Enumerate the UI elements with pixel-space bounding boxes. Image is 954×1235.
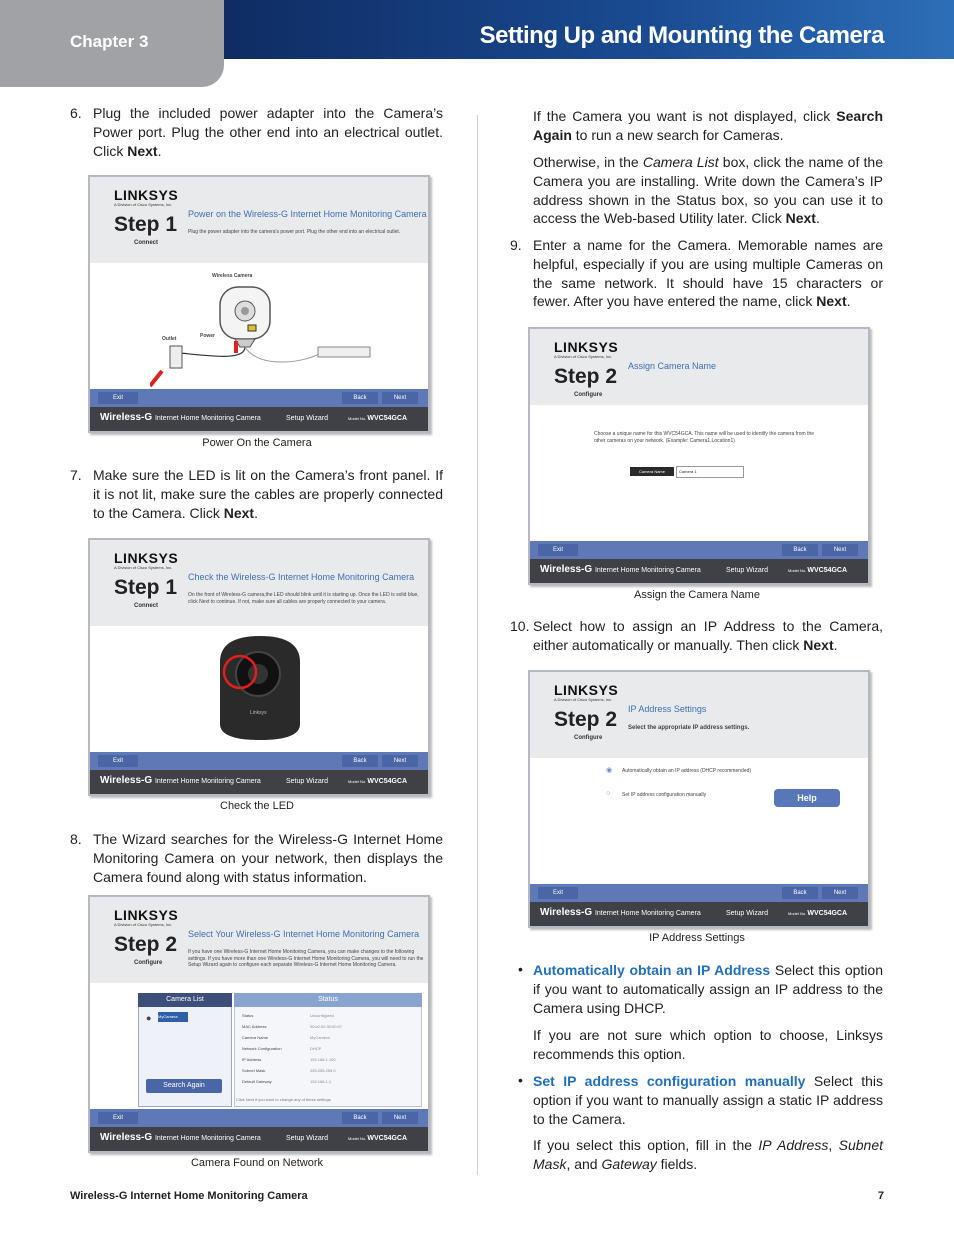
chapter-tab xyxy=(0,0,224,87)
status-label: Camera Name xyxy=(242,1035,269,1040)
linksys-logo: LINKSYS xyxy=(554,682,619,698)
search-again-button[interactable]: Search Again xyxy=(146,1079,222,1093)
bullet-auto-ip-note: If you are not sure which option to choose, Linksys recommends this option. xyxy=(533,1027,883,1062)
camera-connection-illustration xyxy=(150,281,380,391)
status-label: MAC Address xyxy=(242,1024,267,1029)
screenshot-ip-settings: LINKSYS A Division of Cisco Systems, Inc. Step 2 Configure IP Address Settings Select the appropriate IP address settings. ◉ Automatically obtain an IP address (DHCP recommended) ○ Set IP address configuration manually Help Exit Back Next Wireless-G Internet Home Monitoring Camera Setup Wizard Model No. WVC54GCA xyxy=(528,670,870,928)
radio-manual-ip[interactable]: ○ xyxy=(606,790,611,797)
linksys-logo: LINKSYS xyxy=(114,187,179,203)
step-number: 6. xyxy=(70,105,82,121)
status-value: DHCP xyxy=(310,1046,322,1051)
bullet-dot: • xyxy=(518,1072,523,1088)
status-label: IP Address xyxy=(242,1057,262,1062)
figure-caption: Assign the Camera Name xyxy=(634,589,760,601)
step-7-text: Make sure the LED is lit on the Camera’s front panel. If it is not lit, make sure the cables are properly connected to the Camera. Click Next. xyxy=(93,467,443,521)
exit-button[interactable]: Exit xyxy=(98,392,138,404)
figure-caption: Power On the Camera xyxy=(202,437,312,449)
exit-button[interactable]: Exit xyxy=(538,887,578,899)
exit-button[interactable]: Exit xyxy=(98,1112,138,1124)
help-button[interactable]: Help xyxy=(774,789,840,807)
status-value: 00:c0:02:30:00:07 xyxy=(310,1024,343,1029)
camera-name-input[interactable]: Camera 1 xyxy=(676,466,744,478)
step-number: 10. xyxy=(510,618,530,634)
figure-caption: IP Address Settings xyxy=(649,932,745,944)
step-number: 8. xyxy=(70,831,82,847)
status-label: Status xyxy=(242,1013,254,1018)
linksys-logo: LINKSYS xyxy=(554,339,619,355)
step-number: 7. xyxy=(70,467,82,483)
figure-caption: Camera Found on Network xyxy=(190,1157,324,1169)
title-bar xyxy=(224,0,954,59)
screenshot-power-on: LINKSYS A Division of Cisco Systems, Inc. Step 1 Connect Power on the Wireless-G Internet Home Monitoring Camera Plug the power adapter into the camera's power port. Plug the other end into an electrical outlet. Wireless Camera Outlet Power Exit Back Next Wireless-G Internet Home Monitoring Camera Setup Wizard Model No. WVC54GCA xyxy=(88,175,430,433)
bullet-auto-ip: Automatically obtain an IP Address Select this option if you want to automatically assign an IP address to the Camera using DHCP. xyxy=(533,962,883,1016)
bullet-manual-ip: Set IP address configuration manually Select this option if you want to manually assign a static IP address to the Camera. xyxy=(533,1073,883,1127)
radio-auto-ip[interactable]: ◉ xyxy=(606,767,613,774)
status-label: Subnet Mask xyxy=(242,1068,266,1073)
back-button[interactable]: Back xyxy=(342,392,378,404)
status-value: 192.168.1.100 xyxy=(310,1057,336,1062)
exit-button[interactable]: Exit xyxy=(98,755,138,767)
step-9-text: Enter a name for the Camera. Memorable names are helpful, especially if you are using multiple Cameras on the same network. It should have 15 characters or fewer. After you have entered the name, click Next. xyxy=(533,237,883,310)
back-button[interactable]: Back xyxy=(782,887,818,899)
figure-caption: Check the LED xyxy=(220,800,294,812)
footer-product: Wireless-G Internet Home Monitoring Camera xyxy=(70,1190,308,1202)
step-8-text: The Wizard searches for the Wireless-G Internet Home Monitoring Camera on your network, then displays the Camera found along with status information. xyxy=(93,831,443,885)
bullet-manual-ip-note: If you select this option, fill in the IP Address, Subnet Mask, and Gateway fields. xyxy=(533,1137,883,1172)
svg-text:Linksys: Linksys xyxy=(250,710,267,716)
step-6-text: Plug the included power adapter into the Camera’s Power port. Plug the other end into an electrical outlet. Click Next. xyxy=(93,105,443,159)
screenshot-assign-name: LINKSYS A Division of Cisco Systems, Inc. Step 2 Configure Assign Camera Name Choose a unique name for this WVC54GCA. This name will be used to identify the camera from the other cameras on your network. (Example: Camera1,Location1) Camera Name Camera 1 Exit Back Next Wireless-G Internet Home Monitoring Camera Setup Wizard Model No. WVC54GCA xyxy=(528,327,870,585)
next-button[interactable]: Next xyxy=(382,1112,418,1124)
back-button[interactable]: Back xyxy=(782,544,818,556)
page-title: Setting Up and Mounting the Camera xyxy=(479,22,884,49)
linksys-logo: LINKSYS xyxy=(114,550,179,566)
status-label: Default Gateway xyxy=(242,1079,272,1084)
back-button[interactable]: Back xyxy=(342,755,378,767)
status-label: Network Configuration xyxy=(242,1046,282,1051)
back-button[interactable]: Back xyxy=(342,1112,378,1124)
status-value: Unconfigured xyxy=(310,1013,334,1018)
screenshot-check-led: LINKSYS A Division of Cisco Systems, Inc. Step 1 Connect Check the Wireless-G Internet Home Monitoring Camera On the front of Wireless-G camera,the LED should blink until it is starting up. Once the LED is solid blue, click Next to continue. If not, make sure all cables are properly connected to your camera. Linksys Exit Back Next Wireless-G Internet Home Monitoring Camera Setup Wizard Model No. WVC54GCA xyxy=(88,538,430,796)
next-button[interactable]: Next xyxy=(822,887,858,899)
step-number: 9. xyxy=(510,237,522,253)
next-button[interactable]: Next xyxy=(382,755,418,767)
camera-list-item[interactable]: MyCamera xyxy=(158,1012,188,1022)
status-value: 192.168.1.1 xyxy=(310,1079,332,1084)
status-value: MyCamera xyxy=(310,1035,330,1040)
linksys-logo: LINKSYS xyxy=(114,907,179,923)
chapter-label: Chapter 3 xyxy=(70,32,149,51)
next-button[interactable]: Next xyxy=(822,544,858,556)
page-number: 7 xyxy=(877,1190,884,1202)
step-10-text: Select how to assign an IP Address to the Camera, either automatically or manually. Then click Next. xyxy=(533,618,883,653)
next-button[interactable]: Next xyxy=(382,392,418,404)
status-value: 255.255.255.0 xyxy=(310,1068,336,1073)
camera-front-illustration xyxy=(210,632,310,744)
exit-button[interactable]: Exit xyxy=(538,544,578,556)
screenshot-camera-found: LINKSYS A Division of Cisco Systems, Inc. Step 2 Configure Select Your Wireless-G Internet Home Monitoring Camera If you have one Wireless-G Internet Home Monitoring Camera, you can make changes to the following settings. If you have more than one Wireless-G Internet Home Monitoring Camera, you will need to run the Setup Wizard again to configure each separate Wireless-G Internet Home Monitoring Camera. Camera List ● MyCamera Search Again Status Click Next if you want to change any of these settings Exit Back Next Wireless-G Internet Home Monitoring Camera Setup Wizard Model No. WVC54GCA Status Unconfigured MAC Address 00:c0:02:30:00:07 Camera Name MyCamera Network Configuration DHCP IP Address 192.168.1.100 Subnet Mask 255.255.255.0 Default Gateway 192.168.1.1 xyxy=(88,895,430,1153)
column-divider xyxy=(477,115,478,1175)
search-again-text: If the Camera you want is not displayed, click Search Again to run a new search for Cameras. xyxy=(533,108,883,143)
camera-icon: ● xyxy=(146,1013,152,1023)
bullet-dot: • xyxy=(518,961,523,977)
camera-list-text: Otherwise, in the Camera List box, click the name of the Camera you are installing. Write down the Camera’s IP address shown in the Status box, so you can use it to access the Web-based Utility later. Click Next. xyxy=(533,154,884,227)
